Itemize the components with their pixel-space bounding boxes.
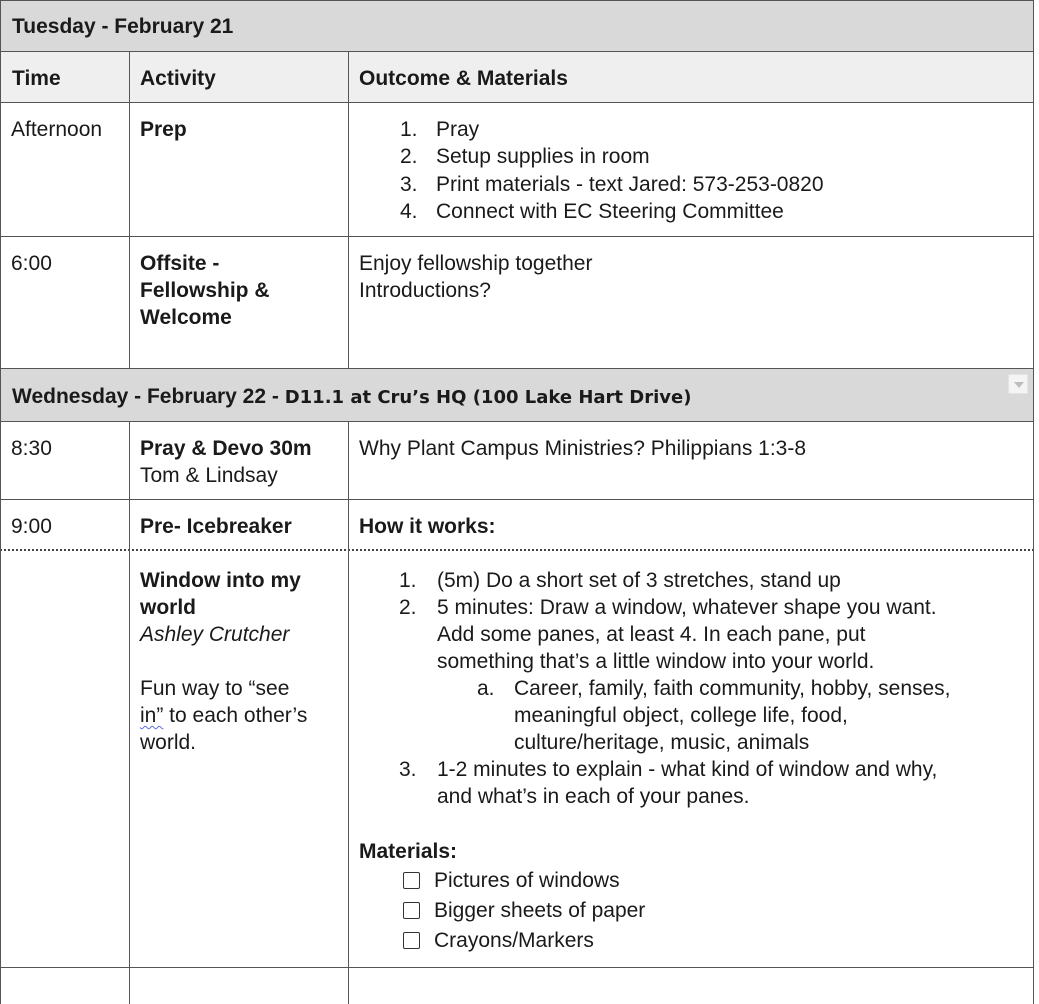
day-title-wednesday: Wednesday - February 22 - D11.1 at Cru’s HQ (100 Lake Hart Drive)	[12, 385, 692, 408]
table-border	[0, 368, 1034, 369]
table-border	[0, 236, 1034, 237]
table-border	[129, 52, 130, 368]
day-title-tuesday: Tuesday - February 21	[12, 15, 234, 38]
activity-cell: Pray & Devo 30m	[140, 437, 312, 460]
activity-cell-line: Welcome	[140, 306, 232, 329]
table-border	[0, 0, 1034, 1]
step-text: culture/heritage, music, animals	[514, 731, 810, 754]
table-border	[129, 422, 130, 1004]
step-number: 1.	[399, 569, 417, 592]
checklist-item[interactable]: Pictures of windows	[403, 867, 620, 894]
checklist-item[interactable]: Bigger sheets of paper	[403, 897, 645, 924]
checklist-item[interactable]: Crayons/Markers	[403, 927, 594, 954]
step-text: meaningful object, college life, food,	[514, 704, 848, 727]
activity-cell-line: Window into my	[140, 569, 301, 592]
time-cell: 9:00	[11, 515, 52, 538]
activity-leader: Ashley Crutcher	[140, 623, 290, 646]
table-border	[0, 499, 1034, 500]
step-number: a.	[477, 677, 495, 700]
col-header-outcome: Outcome & Materials	[359, 67, 568, 90]
activity-description: in” to each other’s	[140, 704, 308, 727]
location-text: D11.1 at Cru’s HQ (100 Lake Hart Drive)	[284, 387, 692, 408]
time-cell: 8:30	[11, 437, 52, 460]
activity-cell-line: world	[140, 596, 196, 619]
list-item: 1. Pray	[400, 118, 480, 141]
checkbox[interactable]	[403, 902, 420, 919]
step-text: and what’s in each of your panes.	[437, 785, 750, 808]
activity-description: world.	[140, 731, 197, 754]
checkbox[interactable]	[403, 872, 420, 889]
outcome-cell: Why Plant Campus Ministries? Philippians 1:3-8	[359, 437, 807, 460]
step-number: 3.	[399, 758, 417, 781]
step-text: Add some panes, at least 4. In each pane, put	[437, 623, 866, 646]
list-item: 4. Connect with EC Steering Committee	[400, 199, 784, 223]
outcome-cell: How it works:	[359, 515, 496, 538]
outcome-line: Enjoy fellowship together	[359, 252, 593, 275]
activity-cell: Prep	[140, 118, 187, 141]
step-text: 5 minutes: Draw a window, whatever shape you want.	[437, 596, 937, 619]
activity-description: Fun way to “see	[140, 677, 290, 700]
dropdown-arrow-icon[interactable]	[1008, 374, 1028, 394]
activity-cell-line: Fellowship &	[140, 279, 270, 302]
step-text: 1-2 minutes to explain - what kind of window and why,	[437, 758, 938, 781]
step-text: (5m) Do a short set of 3 stretches, stand up	[437, 569, 841, 592]
materials-heading: Materials:	[359, 840, 458, 863]
time-cell: 6:00	[11, 252, 52, 275]
spellcheck-word: in”	[140, 704, 164, 727]
table-border	[0, 967, 1034, 968]
time-cell: Afternoon	[11, 118, 103, 141]
prep-list	[400, 116, 824, 225]
activity-leaders: Tom & Lindsay	[140, 464, 278, 487]
col-header-activity: Activity	[140, 67, 216, 90]
activity-cell-line: Offsite -	[140, 252, 220, 275]
table-border	[1033, 0, 1034, 1004]
table-border	[0, 0, 1, 1004]
step-text: Career, family, faith community, hobby, senses,	[514, 677, 951, 700]
step-number: 2.	[399, 596, 417, 619]
list-item: 3. Print materials - text Jared: 573-253-0820	[400, 172, 824, 196]
step-text: something that’s a little window into your world.	[437, 650, 875, 673]
table-border	[0, 51, 1034, 52]
page-break-line	[0, 549, 1034, 553]
activity-cell: Pre- Icebreaker	[140, 515, 292, 538]
col-header-time: Time	[12, 67, 61, 90]
table-border	[0, 102, 1034, 103]
table-border	[348, 422, 349, 1004]
table-border	[348, 52, 349, 368]
checkbox[interactable]	[403, 932, 420, 949]
table-border	[0, 421, 1034, 422]
outcome-line: Introductions?	[359, 279, 491, 302]
list-item: 2. Setup supplies in room	[400, 145, 650, 169]
